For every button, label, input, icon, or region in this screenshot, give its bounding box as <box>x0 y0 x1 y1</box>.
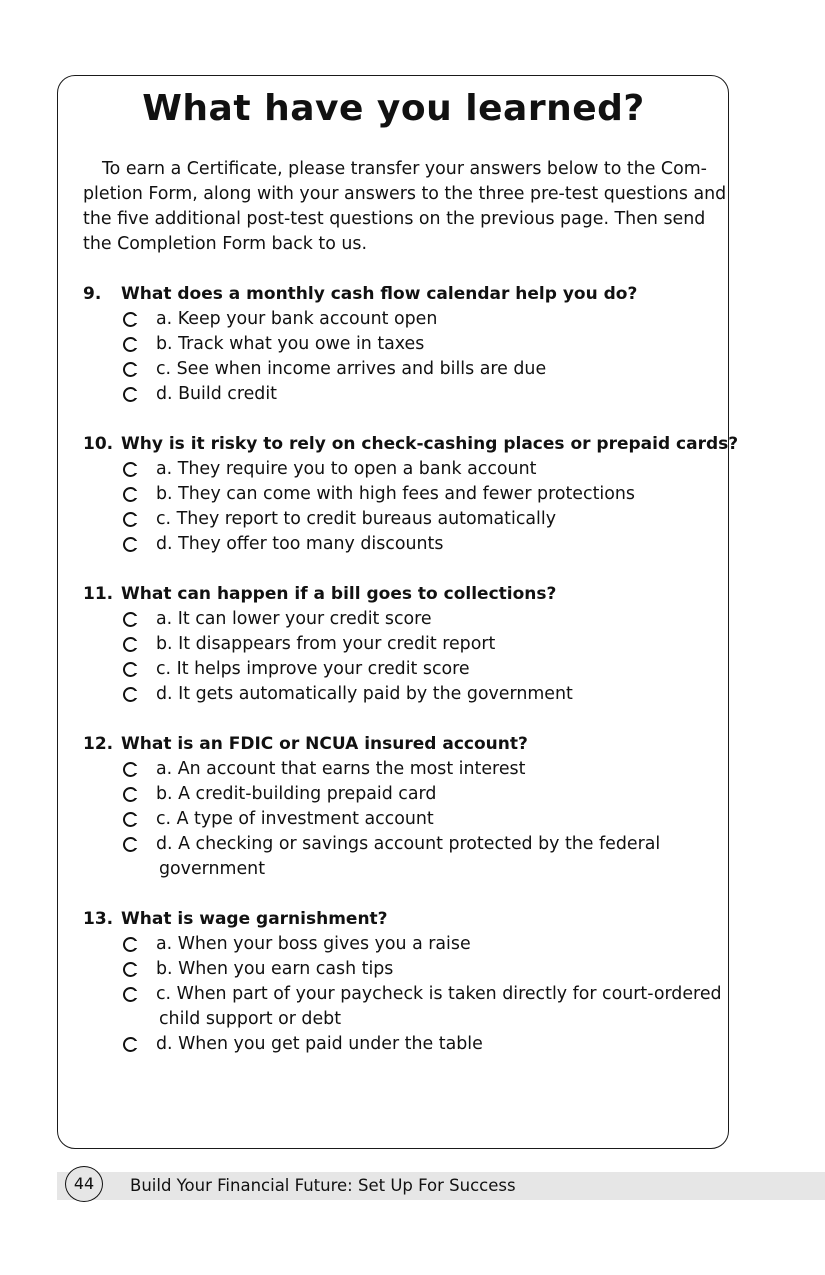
answer-options <box>83 932 723 1057</box>
answer-text: b. When you earn cash tips <box>156 959 394 979</box>
answer-text: a. When your boss gives you a raise <box>156 934 471 954</box>
intro-line: To earn a Certificate, please transfer your answers below to the Com- <box>102 159 707 179</box>
answer-text: c. See when income arrives and bills are due <box>156 359 547 379</box>
radio-circle-icon[interactable] <box>123 312 138 327</box>
answer-option[interactable] <box>83 682 723 707</box>
question-number: 11. <box>83 584 114 604</box>
answer-text: b. Track what you owe in taxes <box>156 334 425 354</box>
intro-line: the Completion Form back to us. <box>83 234 367 254</box>
radio-circle-icon[interactable] <box>123 512 138 527</box>
answer-options <box>83 457 723 557</box>
answer-option[interactable] <box>83 507 723 532</box>
answer-text-line: d. A checking or savings account protected by the federal <box>156 834 661 854</box>
answer-option[interactable] <box>83 532 723 557</box>
answer-option[interactable] <box>83 382 723 407</box>
question-text: What can happen if a bill goes to collections? <box>121 584 557 604</box>
radio-circle-icon[interactable] <box>123 462 138 477</box>
radio-circle-icon[interactable] <box>123 1037 138 1052</box>
answer-option[interactable] <box>83 807 723 832</box>
answer-text: a. It can lower your credit score <box>156 609 432 629</box>
answer-option[interactable] <box>83 632 723 657</box>
question-heading <box>83 282 723 307</box>
answer-option[interactable] <box>83 457 723 482</box>
answer-options <box>83 307 723 407</box>
radio-circle-icon[interactable] <box>123 662 138 677</box>
question-text: Why is it risky to rely on check-cashing places or prepaid cards? <box>121 434 739 454</box>
page-title: What have you learned? <box>142 88 645 129</box>
answer-text-line: government <box>159 859 266 879</box>
question-number: 9. <box>83 284 102 304</box>
radio-circle-icon[interactable] <box>123 937 138 952</box>
question-9 <box>83 282 723 407</box>
answer-text: b. It disappears from your credit report <box>156 634 496 654</box>
radio-circle-icon[interactable] <box>123 612 138 627</box>
answer-text: d. Build credit <box>156 384 277 404</box>
question-13 <box>83 907 723 1057</box>
question-heading <box>83 732 723 757</box>
radio-circle-icon[interactable] <box>123 537 138 552</box>
footer-title: Build Your Financial Future: Set Up For Success <box>130 1176 516 1195</box>
answer-text: d. When you get paid under the table <box>156 1034 483 1054</box>
answer-text: b. They can come with high fees and fewer protections <box>156 484 635 504</box>
answer-option[interactable] <box>83 307 723 332</box>
radio-circle-icon[interactable] <box>123 962 138 977</box>
answer-text <box>156 832 660 882</box>
radio-circle-icon[interactable] <box>123 787 138 802</box>
radio-circle-icon[interactable] <box>123 362 138 377</box>
answer-text <box>156 982 722 1032</box>
question-12 <box>83 732 723 882</box>
radio-circle-icon[interactable] <box>123 387 138 402</box>
question-11 <box>83 582 723 707</box>
answer-option[interactable] <box>83 982 723 1032</box>
question-text: What is an FDIC or NCUA insured account? <box>121 734 528 754</box>
answer-option[interactable] <box>83 782 723 807</box>
answer-option[interactable] <box>83 932 723 957</box>
answer-option[interactable] <box>83 957 723 982</box>
intro-line: pletion Form, along with your answers to the three pre-test questions and <box>83 184 727 204</box>
answer-text-line: child support or debt <box>159 1009 342 1029</box>
answer-text: c. It helps improve your credit score <box>156 659 470 679</box>
intro-line: the five additional post-test questions on the previous page. Then send <box>83 209 706 229</box>
radio-circle-icon[interactable] <box>123 337 138 352</box>
answer-text: a. They require you to open a bank account <box>156 459 537 479</box>
page-number: 44 <box>65 1166 103 1202</box>
question-text: What is wage garnishment? <box>121 909 388 929</box>
radio-circle-icon[interactable] <box>123 837 138 852</box>
answer-text: d. They offer too many discounts <box>156 534 444 554</box>
radio-circle-icon[interactable] <box>123 637 138 652</box>
radio-circle-icon[interactable] <box>123 812 138 827</box>
answer-text: c. A type of investment account <box>156 809 434 829</box>
question-heading <box>83 582 723 607</box>
answer-option[interactable] <box>83 332 723 357</box>
question-number: 13. <box>83 909 114 929</box>
question-number: 12. <box>83 734 114 754</box>
radio-circle-icon[interactable] <box>123 687 138 702</box>
answer-option[interactable] <box>83 482 723 507</box>
answer-text: a. An account that earns the most interest <box>156 759 526 779</box>
radio-circle-icon[interactable] <box>123 762 138 777</box>
answer-option[interactable] <box>83 657 723 682</box>
intro-paragraph <box>83 157 727 257</box>
question-heading <box>83 432 739 457</box>
question-heading <box>83 907 723 932</box>
radio-circle-icon[interactable] <box>123 487 138 502</box>
question-number: 10. <box>83 434 114 454</box>
answer-option[interactable] <box>83 357 723 382</box>
question-10 <box>83 432 739 557</box>
answer-option[interactable] <box>83 832 723 882</box>
answer-text: c. They report to credit bureaus automatically <box>156 509 557 529</box>
answer-text: b. A credit-building prepaid card <box>156 784 437 804</box>
answer-option[interactable] <box>83 1032 723 1057</box>
answer-text: a. Keep your bank account open <box>156 309 438 329</box>
radio-circle-icon[interactable] <box>123 987 138 1002</box>
answer-option[interactable] <box>83 607 723 632</box>
answer-options <box>83 607 723 707</box>
question-text: What does a monthly cash flow calendar help you do? <box>121 284 638 304</box>
answer-options <box>83 757 723 882</box>
answer-option[interactable] <box>83 757 723 782</box>
answer-text: d. It gets automatically paid by the government <box>156 684 573 704</box>
answer-text-line: c. When part of your paycheck is taken directly for court-ordered <box>156 984 722 1004</box>
